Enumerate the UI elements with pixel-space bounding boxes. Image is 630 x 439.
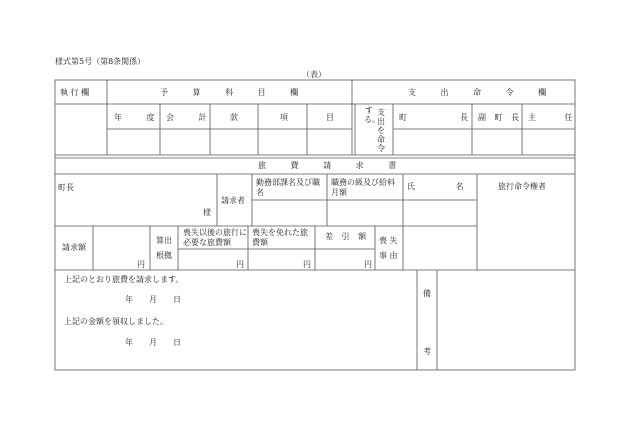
sama: 様	[203, 208, 211, 217]
grade-label: 職務の級及び給料月額	[331, 178, 395, 197]
request-date: 年 月 日	[125, 295, 181, 304]
col-ko: 項	[280, 113, 288, 122]
yen-3: 円	[303, 260, 311, 269]
shishutsu-header: 支 出 命 令 欄	[408, 88, 547, 97]
command-vertical-1: す る。	[364, 106, 380, 124]
col-deputy: 副 町 長	[478, 113, 520, 122]
col-moku: 目	[326, 113, 334, 122]
col-town: 町	[399, 113, 407, 122]
lost-after-label: 喪失以後の旅行に必要な旅費額	[183, 228, 247, 247]
addressee: 町長	[58, 183, 74, 192]
col-kan: 款	[230, 113, 238, 122]
reason-2: 事 由	[379, 251, 398, 260]
col-nendo: 年 度	[114, 113, 155, 122]
shikko-header: 執 行 欄	[60, 88, 90, 97]
request-statement: 上記のとおり旅費を請求します。	[64, 275, 184, 284]
name-label: 氏 名	[407, 182, 464, 191]
diff-label: 差 引 額	[325, 232, 367, 241]
remarks-top: 備	[423, 289, 431, 298]
form-label: 様式第5号（第8条関係）	[55, 57, 146, 66]
col-kaikei: 会 計	[166, 113, 207, 122]
yen-1: 円	[137, 260, 145, 269]
claim-title: 旅 費 請 求 書	[258, 161, 397, 170]
lost-avoided-label: 喪失を免れた旅費額	[252, 228, 308, 247]
basis-1: 算出	[156, 236, 172, 245]
receipt-statement: 上記の金額を領収しました。	[64, 317, 168, 326]
reason-1: 喪 失	[379, 236, 398, 245]
remarks-bottom: 考	[423, 347, 431, 356]
col-cho: 長	[460, 113, 468, 122]
amount-label: 請求額	[62, 243, 86, 252]
col-shunin: 主 任	[528, 113, 573, 122]
basis-2: 根拠	[156, 251, 172, 260]
dept-label: 勤務部課名及び職名	[256, 178, 320, 197]
receipt-date: 年 月 日	[125, 338, 181, 347]
yosan-header: 予 算 科 目 欄	[160, 88, 299, 97]
side-label: （表）	[302, 70, 326, 79]
yen-4: 円	[364, 260, 372, 269]
command-vertical-2: 支 出 を 命 令	[377, 108, 385, 153]
order-holder-label: 旅行命令権者	[498, 182, 546, 191]
yen-2: 円	[236, 260, 244, 269]
claimant-label: 請求者	[221, 196, 245, 205]
